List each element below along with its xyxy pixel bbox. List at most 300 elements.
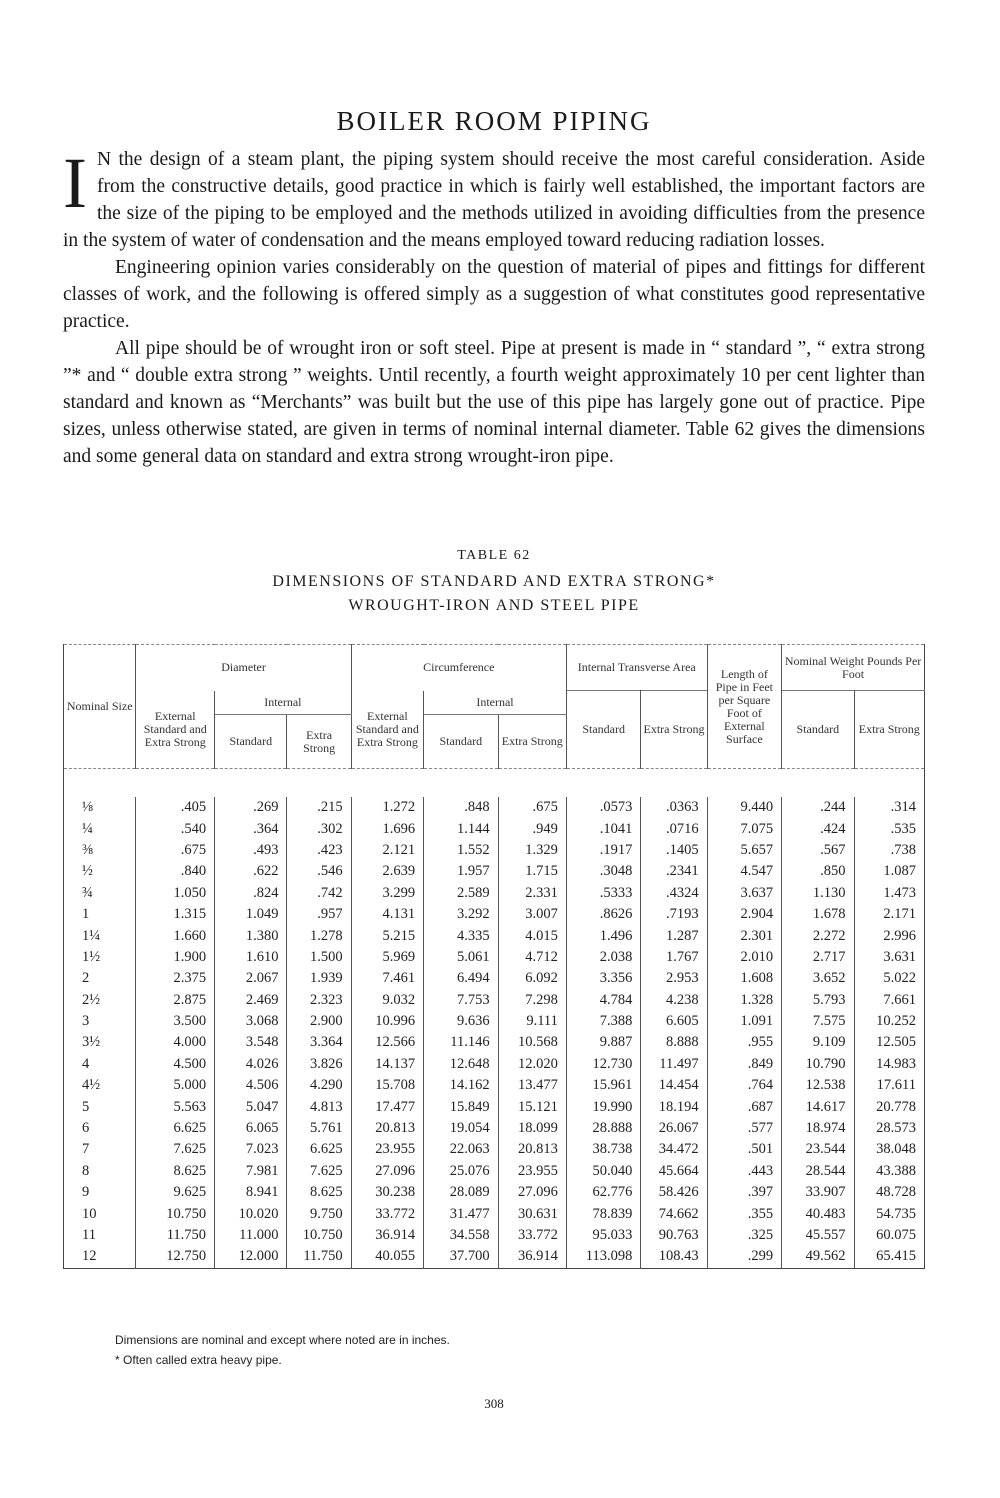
cell-area-extra: 26.067: [641, 1118, 707, 1139]
cell-external-diameter: 9.625: [136, 1182, 215, 1203]
cell-area-standard: 12.730: [566, 1054, 641, 1075]
cell-external-diameter: 12.750: [136, 1246, 215, 1268]
cell-internal-diameter-extra: .302: [287, 818, 351, 839]
cell-external-circumference: 2.639: [351, 861, 423, 882]
cell-length-per-sq-ft: 3.637: [707, 883, 782, 904]
cell-internal-circumference-extra: 10.568: [498, 1032, 566, 1053]
header-circumference-external: External Standard and Extra Strong: [351, 691, 423, 769]
cell-internal-circumference-extra: 12.020: [498, 1054, 566, 1075]
cell-weight-standard: 9.109: [782, 1032, 854, 1053]
cell-internal-circumference-standard: 3.292: [424, 904, 499, 925]
cell-weight-standard: 10.790: [782, 1054, 854, 1075]
cell-internal-diameter-extra: .546: [287, 861, 351, 882]
cell-length-per-sq-ft: .687: [707, 1096, 782, 1117]
cell-external-diameter: 7.625: [136, 1139, 215, 1160]
header-circumference-internal: Internal: [424, 691, 567, 715]
cell-weight-extra: .738: [890, 841, 916, 858]
cell-length-per-sq-ft: .355: [707, 1203, 782, 1224]
cell-external-circumference: 4.131: [351, 904, 423, 925]
cell-weight-extra: 43.388: [876, 1162, 916, 1179]
cell-internal-diameter-extra: 8.625: [287, 1182, 351, 1203]
cell-length-per-sq-ft: 2.010: [707, 947, 782, 968]
cell-internal-circumference-standard: 28.089: [424, 1182, 499, 1203]
cell-length-per-sq-ft: 2.301: [707, 925, 782, 946]
cell-external-circumference: 5.969: [351, 947, 423, 968]
cell-weight-extra: .314: [890, 799, 916, 816]
cell-area-standard: 3.356: [566, 968, 641, 989]
cell-nominal-size: 9: [64, 1182, 136, 1203]
cell-nominal-size: 2: [64, 968, 136, 989]
cell-internal-circumference-standard: .848: [424, 797, 499, 818]
cell-area-extra: .7193: [641, 904, 707, 925]
cell-area-extra: 1.767: [641, 947, 707, 968]
page-title: BOILER ROOM PIPING: [336, 106, 652, 137]
cell-internal-diameter-extra: 1.500: [287, 947, 351, 968]
cell-nominal-size: 8: [64, 1161, 136, 1182]
header-area-standard: Standard: [566, 691, 641, 769]
header-weight-extra: Extra Strong: [854, 691, 924, 769]
table-row: [64, 1182, 925, 1203]
cell-internal-circumference-standard: 14.162: [424, 1075, 499, 1096]
cell-area-standard: .1917: [566, 840, 641, 861]
table-row: [64, 1075, 925, 1096]
cell-internal-diameter-standard: 4.026: [215, 1054, 287, 1075]
cell-weight-standard: 1.130: [782, 883, 854, 904]
cell-weight-standard: 40.483: [782, 1203, 854, 1224]
page-number: 308: [484, 1396, 504, 1411]
cell-weight-standard: .567: [782, 840, 854, 861]
cell-weight-extra: 2.996: [883, 927, 916, 944]
cell-weight-standard: 45.557: [782, 1225, 854, 1246]
cell-weight-standard: 28.544: [782, 1161, 854, 1182]
cell-area-standard: 113.098: [566, 1246, 641, 1268]
table-notes: [115, 1330, 450, 1370]
cell-length-per-sq-ft: .955: [707, 1032, 782, 1053]
cell-weight-standard: 7.575: [782, 1011, 854, 1032]
table-row: [64, 818, 925, 839]
cell-internal-circumference-extra: 1.715: [498, 861, 566, 882]
table-row: [64, 1161, 925, 1182]
cell-internal-circumference-standard: 5.061: [424, 947, 499, 968]
cell-external-circumference: 1.272: [351, 797, 423, 818]
cell-length-per-sq-ft: .577: [707, 1118, 782, 1139]
cell-internal-circumference-extra: 4.712: [498, 947, 566, 968]
cell-nominal-size: ⅛: [64, 797, 136, 818]
cell-area-extra: 58.426: [641, 1182, 707, 1203]
cell-area-standard: .8626: [566, 904, 641, 925]
cell-length-per-sq-ft: 9.440: [707, 797, 782, 818]
cell-external-diameter: 4.000: [136, 1032, 215, 1053]
cell-external-circumference: 2.121: [351, 840, 423, 861]
cell-nominal-size: ½: [64, 861, 136, 882]
table-row: [64, 925, 925, 946]
cell-weight-standard: 33.907: [782, 1182, 854, 1203]
header-internal-area: Internal Transverse Area: [566, 645, 707, 691]
cell-external-diameter: .840: [136, 861, 215, 882]
cell-internal-diameter-extra: .215: [287, 797, 351, 818]
body-text: [63, 143, 925, 470]
cell-nominal-size: ⅜: [64, 840, 136, 861]
cell-weight-extra: 28.573: [876, 1120, 916, 1137]
cell-internal-diameter-extra: .957: [287, 904, 351, 925]
cell-internal-diameter-extra: .423: [287, 840, 351, 861]
table-row: [64, 1246, 925, 1268]
cell-internal-circumference-standard: 1.144: [424, 818, 499, 839]
cell-internal-diameter-standard: .364: [215, 818, 287, 839]
cell-internal-diameter-standard: 3.068: [215, 1011, 287, 1032]
cell-internal-diameter-standard: 11.000: [215, 1225, 287, 1246]
cell-weight-standard: 2.717: [782, 947, 854, 968]
cell-area-extra: 74.662: [641, 1203, 707, 1224]
cell-weight-extra: 3.631: [883, 948, 916, 965]
cell-length-per-sq-ft: .849: [707, 1054, 782, 1075]
cell-internal-diameter-extra: 4.290: [287, 1075, 351, 1096]
cell-length-per-sq-ft: 1.328: [707, 990, 782, 1011]
cell-internal-circumference-standard: 22.063: [424, 1139, 499, 1160]
cell-internal-diameter-extra: 7.625: [287, 1161, 351, 1182]
cell-nominal-size: 1: [64, 904, 136, 925]
header-length-per-sq-ft: Length of Pipe in Feet per Square Foot of External Surface: [707, 645, 782, 769]
table-row: [64, 904, 925, 925]
cell-internal-circumference-extra: 6.092: [498, 968, 566, 989]
cell-length-per-sq-ft: 5.657: [707, 840, 782, 861]
cell-internal-diameter-extra: 4.813: [287, 1096, 351, 1117]
table-heading-line-2: WROUGHT-IRON AND STEEL PIPE: [348, 597, 640, 614]
cell-external-circumference: 10.996: [351, 1011, 423, 1032]
cell-area-extra: 108.43: [641, 1246, 707, 1268]
cell-internal-circumference-standard: 9.636: [424, 1011, 499, 1032]
cell-external-diameter: .405: [136, 797, 215, 818]
table-row: [64, 1011, 925, 1032]
cell-weight-standard: 5.793: [782, 990, 854, 1011]
cell-area-standard: 4.784: [566, 990, 641, 1011]
cell-internal-circumference-extra: 4.015: [498, 925, 566, 946]
cell-nominal-size: ¼: [64, 818, 136, 839]
cell-internal-circumference-standard: 34.558: [424, 1225, 499, 1246]
cell-internal-diameter-extra: 2.900: [287, 1011, 351, 1032]
table-row: [64, 861, 925, 882]
cell-internal-diameter-standard: .493: [215, 840, 287, 861]
cell-external-circumference: 15.708: [351, 1075, 423, 1096]
cell-area-extra: .2341: [641, 861, 707, 882]
header-diameter-internal-extra: Extra Strong: [287, 715, 351, 769]
cell-external-diameter: 11.750: [136, 1225, 215, 1246]
cell-external-diameter: 3.500: [136, 1011, 215, 1032]
cell-internal-diameter-standard: 3.548: [215, 1032, 287, 1053]
cell-weight-standard: .244: [782, 797, 854, 818]
cell-weight-standard: 12.538: [782, 1075, 854, 1096]
cell-internal-circumference-standard: 1.552: [424, 840, 499, 861]
cell-internal-diameter-standard: 6.065: [215, 1118, 287, 1139]
cell-area-extra: .0363: [641, 797, 707, 818]
cell-external-circumference: 5.215: [351, 925, 423, 946]
cell-weight-extra: 5.022: [883, 970, 916, 987]
table-row: [64, 1139, 925, 1160]
header-diameter-external: External Standard and Extra Strong: [136, 691, 215, 769]
cell-length-per-sq-ft: .443: [707, 1161, 782, 1182]
cell-weight-extra: 10.252: [876, 1013, 916, 1030]
cell-internal-circumference-standard: 2.589: [424, 883, 499, 904]
note-units: Dimensions are nominal and except where noted are in inches.: [115, 1333, 450, 1347]
cell-weight-standard: 18.974: [782, 1118, 854, 1139]
cell-length-per-sq-ft: .764: [707, 1075, 782, 1096]
cell-weight-extra: 38.048: [876, 1141, 916, 1158]
cell-external-circumference: 27.096: [351, 1161, 423, 1182]
cell-area-standard: 50.040: [566, 1161, 641, 1182]
cell-internal-diameter-standard: 7.023: [215, 1139, 287, 1160]
cell-external-diameter: 5.000: [136, 1075, 215, 1096]
cell-weight-extra: 54.735: [876, 1205, 916, 1222]
cell-internal-diameter-standard: 10.020: [215, 1203, 287, 1224]
cell-internal-diameter-standard: .622: [215, 861, 287, 882]
cell-area-extra: .0716: [641, 818, 707, 839]
cell-nominal-size: 3½: [64, 1032, 136, 1053]
cell-external-circumference: 3.299: [351, 883, 423, 904]
table-row: [64, 1225, 925, 1246]
cell-nominal-size: 1½: [64, 947, 136, 968]
cell-area-extra: 14.454: [641, 1075, 707, 1096]
cell-internal-circumference-extra: 3.007: [498, 904, 566, 925]
cell-area-standard: 7.388: [566, 1011, 641, 1032]
cell-internal-diameter-standard: 7.981: [215, 1161, 287, 1182]
cell-internal-diameter-extra: 2.323: [287, 990, 351, 1011]
cell-weight-extra: 17.611: [876, 1077, 916, 1094]
cell-nominal-size: 6: [64, 1118, 136, 1139]
cell-area-extra: 90.763: [641, 1225, 707, 1246]
table-row: [64, 1118, 925, 1139]
cell-external-diameter: .540: [136, 818, 215, 839]
cell-length-per-sq-ft: .397: [707, 1182, 782, 1203]
cell-external-diameter: 8.625: [136, 1161, 215, 1182]
cell-internal-diameter-standard: .269: [215, 797, 287, 818]
cell-weight-extra: 12.505: [876, 1034, 916, 1051]
cell-nominal-size: 12: [64, 1246, 136, 1268]
cell-area-standard: .5333: [566, 883, 641, 904]
cell-area-extra: 4.238: [641, 990, 707, 1011]
cell-internal-diameter-standard: 1.380: [215, 925, 287, 946]
cell-external-circumference: 9.032: [351, 990, 423, 1011]
cell-internal-diameter-extra: 5.761: [287, 1118, 351, 1139]
cell-weight-standard: 2.272: [782, 925, 854, 946]
cell-internal-circumference-extra: .949: [498, 818, 566, 839]
cell-internal-diameter-standard: 4.506: [215, 1075, 287, 1096]
cell-weight-standard: 1.678: [782, 904, 854, 925]
cell-internal-circumference-extra: 23.955: [498, 1161, 566, 1182]
header-weight-standard: Standard: [782, 691, 854, 769]
cell-area-extra: 2.953: [641, 968, 707, 989]
cell-internal-circumference-standard: 12.648: [424, 1054, 499, 1075]
cell-internal-circumference-standard: 37.700: [424, 1246, 499, 1268]
cell-length-per-sq-ft: 1.608: [707, 968, 782, 989]
cell-weight-extra: 20.778: [876, 1098, 916, 1115]
cell-internal-circumference-extra: 2.331: [498, 883, 566, 904]
cell-internal-diameter-standard: 12.000: [215, 1246, 287, 1268]
cell-length-per-sq-ft: .501: [707, 1139, 782, 1160]
cell-nominal-size: 5: [64, 1096, 136, 1117]
cell-area-standard: 28.888: [566, 1118, 641, 1139]
cell-external-circumference: 36.914: [351, 1225, 423, 1246]
cell-internal-circumference-extra: 13.477: [498, 1075, 566, 1096]
cell-area-standard: 19.990: [566, 1096, 641, 1117]
cell-area-standard: .3048: [566, 861, 641, 882]
cell-weight-standard: 23.544: [782, 1139, 854, 1160]
cell-internal-diameter-extra: .742: [287, 883, 351, 904]
table-row: [64, 1054, 925, 1075]
cell-area-extra: .4324: [641, 883, 707, 904]
cell-nominal-size: 4½: [64, 1075, 136, 1096]
header-diameter: Diameter: [136, 645, 351, 691]
cell-area-extra: 1.287: [641, 925, 707, 946]
table-row: [64, 968, 925, 989]
cell-external-circumference: 7.461: [351, 968, 423, 989]
cell-weight-extra: 48.728: [876, 1184, 916, 1201]
cell-area-standard: 62.776: [566, 1182, 641, 1203]
cell-length-per-sq-ft: 4.547: [707, 861, 782, 882]
cell-length-per-sq-ft: 7.075: [707, 818, 782, 839]
cell-external-circumference: 17.477: [351, 1096, 423, 1117]
cell-internal-diameter-extra: 11.750: [287, 1246, 351, 1268]
cell-weight-extra: 1.087: [883, 863, 916, 880]
cell-area-standard: 9.887: [566, 1032, 641, 1053]
paragraph-1: [63, 143, 925, 254]
table-number: TABLE 62: [457, 548, 531, 563]
cell-area-extra: 11.497: [641, 1054, 707, 1075]
cell-internal-diameter-standard: 1.049: [215, 904, 287, 925]
cell-weight-extra: 1.473: [883, 884, 916, 901]
cell-area-standard: .0573: [566, 797, 641, 818]
cell-internal-diameter-extra: 9.750: [287, 1203, 351, 1224]
table-caption: [63, 548, 925, 618]
table-wrapper: [63, 644, 925, 1269]
cell-weight-standard: 49.562: [782, 1246, 854, 1268]
cell-external-diameter: 1.900: [136, 947, 215, 968]
cell-external-circumference: 40.055: [351, 1246, 423, 1268]
header-circumference-internal-standard: Standard: [424, 715, 499, 769]
cell-area-standard: 1.496: [566, 925, 641, 946]
header-circumference: Circumference: [351, 645, 566, 691]
cell-area-standard: 2.038: [566, 947, 641, 968]
cell-area-extra: 45.664: [641, 1161, 707, 1182]
cell-internal-diameter-standard: 8.941: [215, 1182, 287, 1203]
cell-nominal-size: 3: [64, 1011, 136, 1032]
cell-internal-circumference-extra: 27.096: [498, 1182, 566, 1203]
cell-internal-diameter-extra: 1.278: [287, 925, 351, 946]
cell-external-circumference: 23.955: [351, 1139, 423, 1160]
header-nominal-weight: Nominal Weight Pounds Per Foot: [784, 653, 922, 681]
cell-area-standard: 95.033: [566, 1225, 641, 1246]
cell-area-standard: 15.961: [566, 1075, 641, 1096]
cell-area-standard: .1041: [566, 818, 641, 839]
cell-internal-diameter-standard: 2.469: [215, 990, 287, 1011]
cell-weight-standard: .850: [782, 861, 854, 882]
cell-internal-circumference-extra: 18.099: [498, 1118, 566, 1139]
table-row: [64, 947, 925, 968]
cell-external-diameter: 2.375: [136, 968, 215, 989]
cell-length-per-sq-ft: .325: [707, 1225, 782, 1246]
cell-nominal-size: 11: [64, 1225, 136, 1246]
drop-cap: I: [63, 143, 87, 223]
cell-internal-circumference-standard: 6.494: [424, 968, 499, 989]
cell-external-diameter: 1.660: [136, 925, 215, 946]
cell-internal-circumference-extra: 1.329: [498, 840, 566, 861]
cell-nominal-size: 2½: [64, 990, 136, 1011]
cell-weight-standard: 3.652: [782, 968, 854, 989]
cell-internal-circumference-extra: 7.298: [498, 990, 566, 1011]
cell-internal-diameter-standard: .824: [215, 883, 287, 904]
paragraph-2: Engineering opinion varies considerably on the question of material of pipes and fittings for different classes of work, and the following is offered simply as a suggestion of what constitutes good representative practice.: [63, 257, 925, 332]
cell-external-diameter: 10.750: [136, 1203, 215, 1224]
cell-area-extra: 18.194: [641, 1096, 707, 1117]
cell-internal-circumference-standard: 4.335: [424, 925, 499, 946]
cell-weight-extra: 7.661: [883, 991, 916, 1008]
cell-internal-diameter-standard: 1.610: [215, 947, 287, 968]
pipe-dimensions-table: [63, 644, 925, 1269]
cell-area-standard: 78.839: [566, 1203, 641, 1224]
cell-internal-diameter-extra: 6.625: [287, 1139, 351, 1160]
cell-external-circumference: 20.813: [351, 1118, 423, 1139]
table-row: [64, 990, 925, 1011]
cell-internal-circumference-standard: 7.753: [424, 990, 499, 1011]
cell-external-diameter: .675: [136, 840, 215, 861]
table-body: [64, 797, 925, 1268]
cell-weight-standard: .424: [782, 818, 854, 839]
cell-nominal-size: 10: [64, 1203, 136, 1224]
cell-internal-diameter-extra: 3.826: [287, 1054, 351, 1075]
cell-external-diameter: 1.050: [136, 883, 215, 904]
cell-external-circumference: 12.566: [351, 1032, 423, 1053]
table-row: [64, 840, 925, 861]
cell-weight-extra: 2.171: [883, 906, 916, 923]
table-heading-line-1: DIMENSIONS OF STANDARD AND EXTRA STRONG*: [272, 573, 716, 590]
table-row: [64, 1032, 925, 1053]
cell-area-extra: 6.605: [641, 1011, 707, 1032]
cell-external-diameter: 2.875: [136, 990, 215, 1011]
cell-internal-diameter-extra: 3.364: [287, 1032, 351, 1053]
table-row: [64, 1096, 925, 1117]
cell-internal-circumference-extra: 30.631: [498, 1203, 566, 1224]
header-diameter-internal: Internal: [215, 691, 352, 715]
paragraph-3: All pipe should be of wrought iron or soft steel. Pipe at present is made in “ standard ”, “ extra strong ”* and “ double extra strong ” weights. Until recently, a fourth weight approximately 10 per cent lighter than standard and known as “Merchants” was built but the use of this pipe has largely gone out of practice. Pipe sizes, unless otherwise stated, are given in terms of nominal internal diameter. Table 62 gives the dimensions and some general data on standard and extra strong wrought-iron pipe.: [63, 338, 925, 467]
cell-nominal-size: 7: [64, 1139, 136, 1160]
cell-length-per-sq-ft: .299: [707, 1246, 782, 1268]
cell-weight-extra: 14.983: [876, 1055, 916, 1072]
cell-internal-circumference-standard: 11.146: [424, 1032, 499, 1053]
cell-length-per-sq-ft: 2.904: [707, 904, 782, 925]
table-row: [64, 1203, 925, 1224]
cell-external-diameter: 6.625: [136, 1118, 215, 1139]
cell-nominal-size: ¾: [64, 883, 136, 904]
cell-internal-circumference-extra: 9.111: [498, 1011, 566, 1032]
cell-internal-circumference-standard: 25.076: [424, 1161, 499, 1182]
header-circumference-internal-extra: Extra Strong: [498, 715, 566, 769]
paragraph-1-text: N the design of a steam plant, the piping system should receive the most careful consideration. Aside from the constructive details, good practice in which is fairly well established, the important factors are the size of the piping to be employed and the methods utilized in avoiding difficulties from the presence in the system of water of condensation and the means employed toward reducing radiation losses.: [63, 149, 925, 251]
header-nominal-size: Nominal Size: [64, 645, 136, 769]
cell-internal-diameter-standard: 5.047: [215, 1096, 287, 1117]
cell-internal-circumference-standard: 31.477: [424, 1203, 499, 1224]
cell-nominal-size: 1¼: [64, 925, 136, 946]
cell-area-extra: 8.888: [641, 1032, 707, 1053]
cell-area-extra: 34.472: [641, 1139, 707, 1160]
cell-internal-circumference-extra: 20.813: [498, 1139, 566, 1160]
table-row: [64, 797, 925, 818]
cell-internal-circumference-standard: 1.957: [424, 861, 499, 882]
cell-internal-circumference-extra: .675: [498, 797, 566, 818]
cell-weight-standard: 14.617: [782, 1096, 854, 1117]
cell-length-per-sq-ft: 1.091: [707, 1011, 782, 1032]
cell-external-circumference: 30.238: [351, 1182, 423, 1203]
table-row: [64, 883, 925, 904]
cell-area-standard: 38.738: [566, 1139, 641, 1160]
